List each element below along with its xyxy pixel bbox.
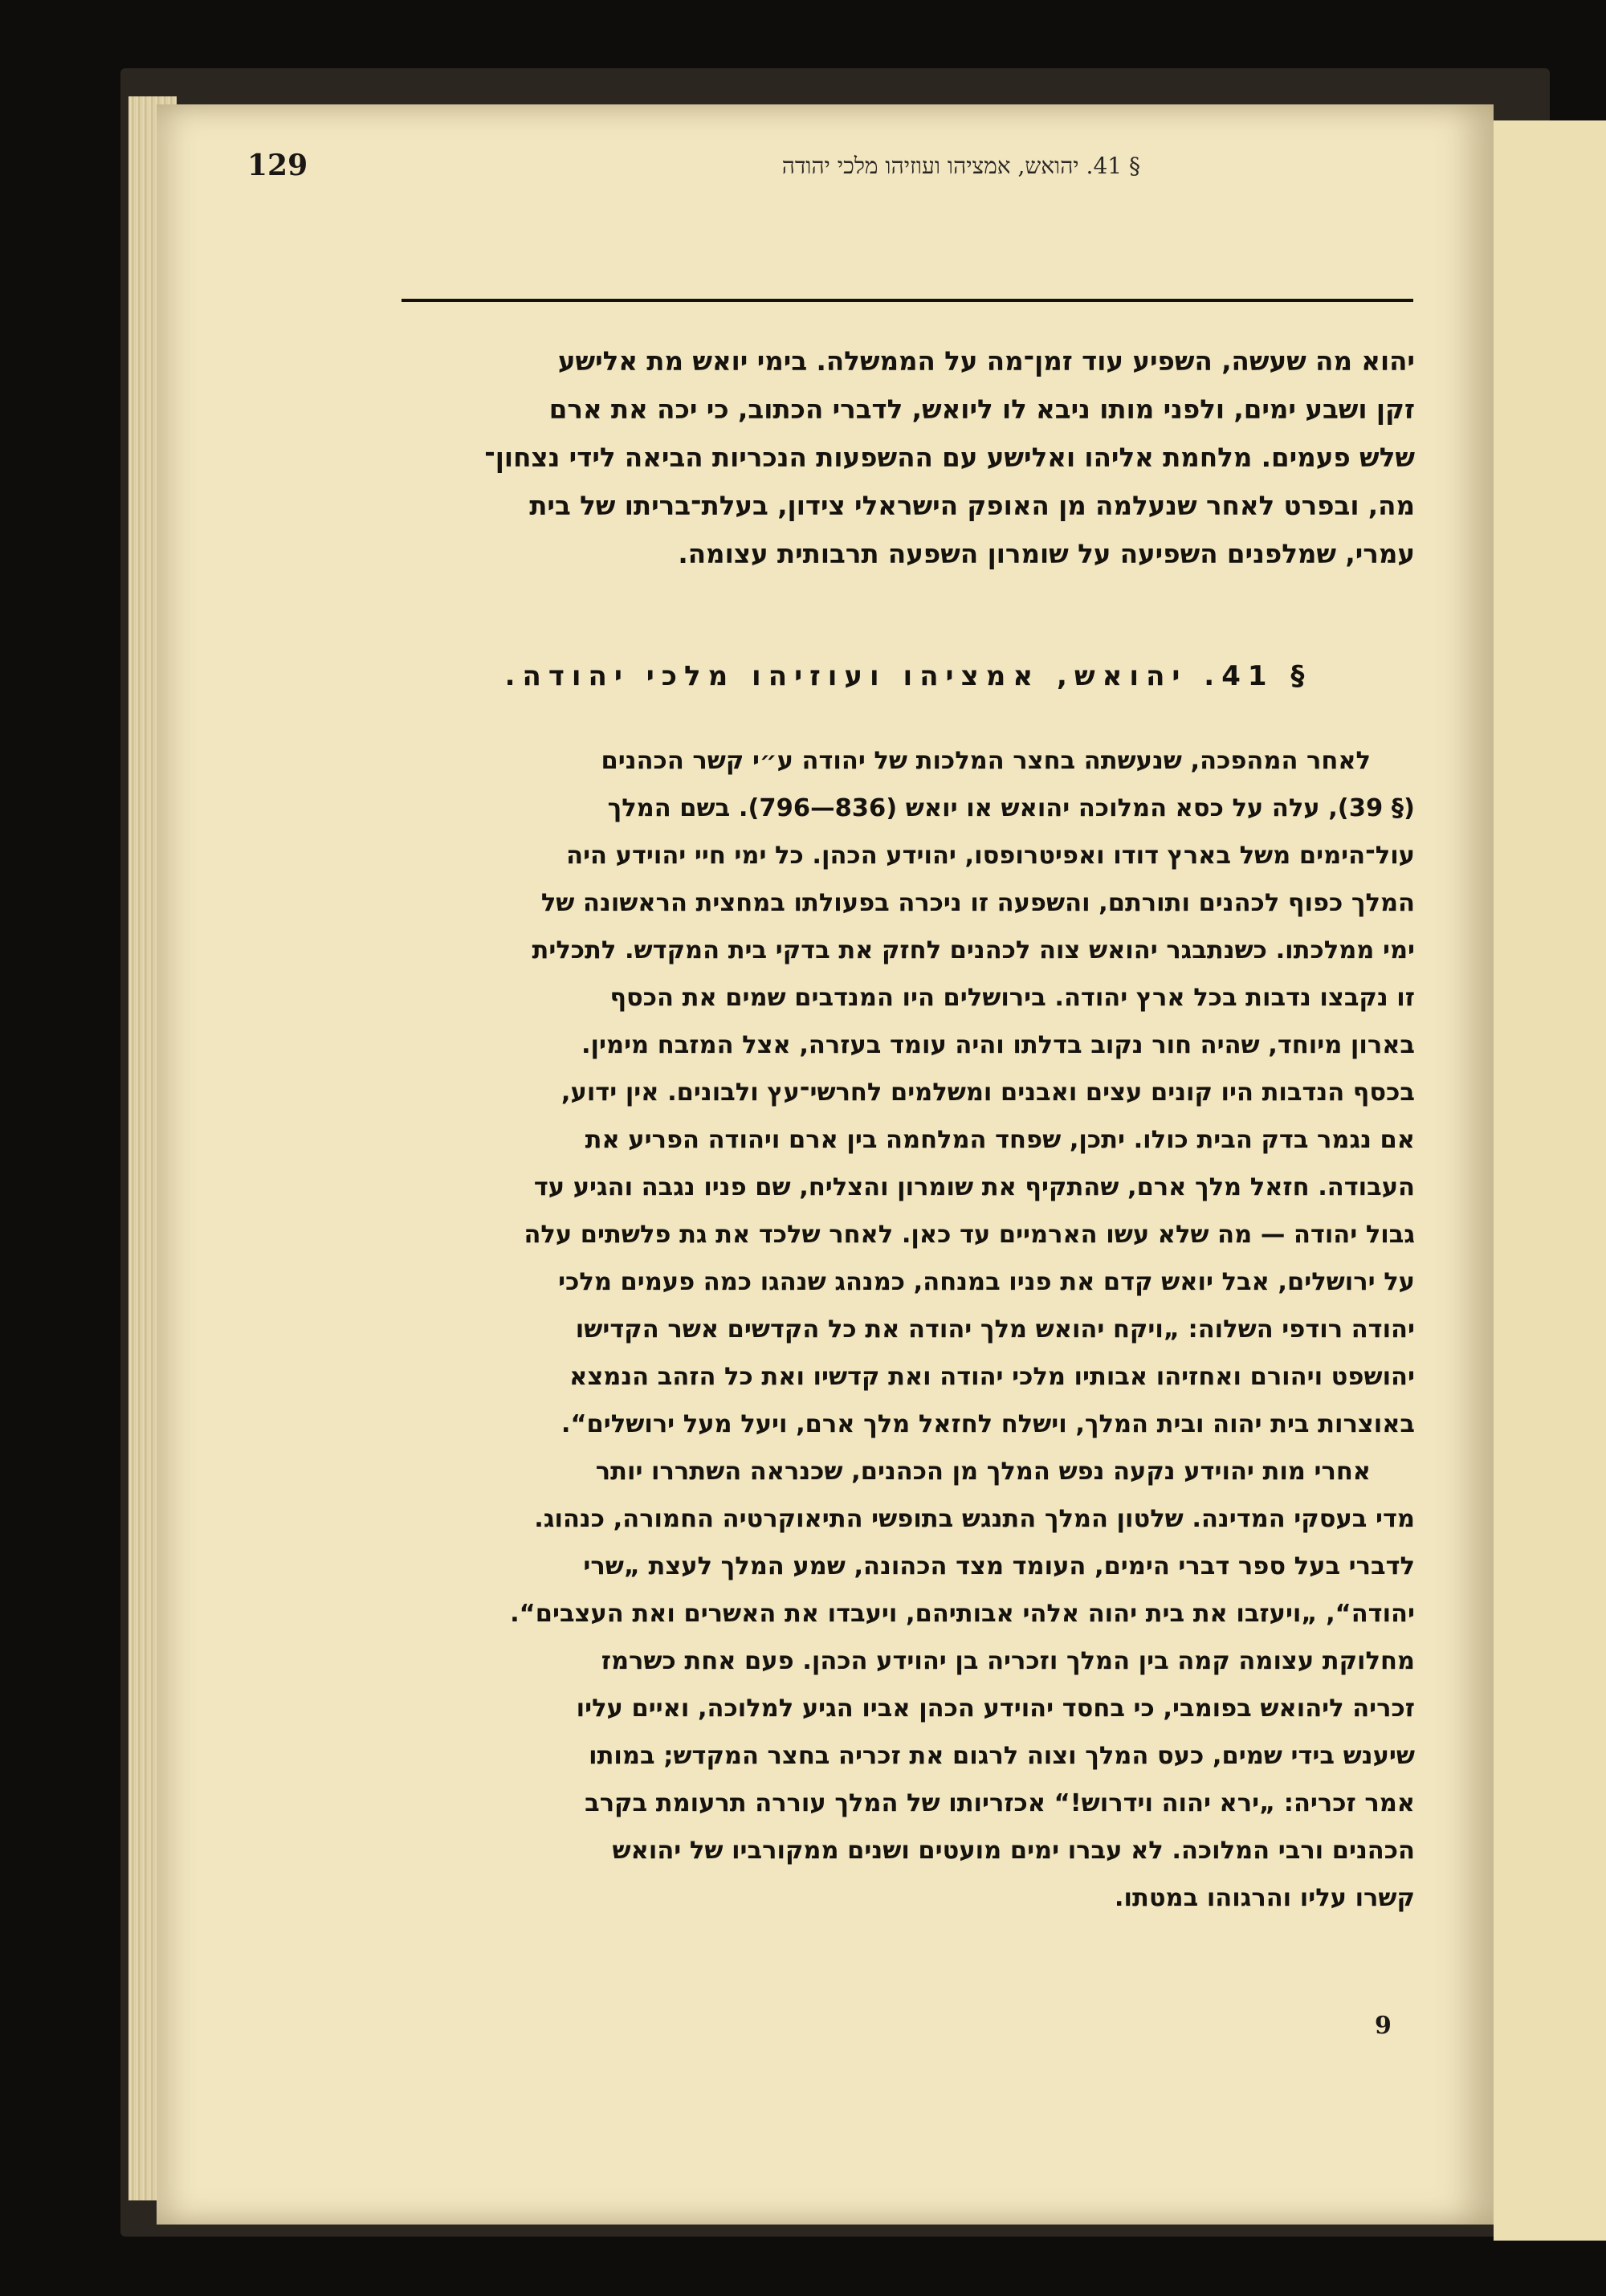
text-line: אמר זכריה: „ירא יהוה וידרוש!“ אכזריותו של המלך עוררה תרעומת בקרב bbox=[585, 1789, 1415, 1817]
text-line: על ירושלים, אבל יואש קדם את פניו במנחה, כמנהג שנהגו כמה פעמים מלכי bbox=[558, 1268, 1415, 1296]
text-line: מדי בעסקי המדינה. שלטון המלך התנגש בתופשי התיאוקרטיה החמורה, כנהוג. bbox=[534, 1505, 1415, 1533]
text-line: יהוא מה שעשה, השפיע עוד זמן־מה על הממשלה. בימי יואש מת אלישע bbox=[557, 346, 1415, 377]
text-line: יהודה“, „ויעזבו את בית יהוה אלהי אבותיהם, ויעבדו את האשרים ואת העצבים“. bbox=[510, 1600, 1415, 1628]
text-line: לדברי בעל ספר דברי הימים, העומד מצד הכהונה, שמע המלך לעצת „שרי bbox=[583, 1552, 1415, 1580]
text-line: הכהנים ורבי המלוכה. לא עברו ימים מועטים ושנים ממקורביו של יהואש bbox=[612, 1837, 1415, 1865]
text-line: העבודה. חזאל מלך ארם, שהתקיף את שומרון והצליח, שם פניו נגבה והגיע עד bbox=[533, 1173, 1415, 1201]
text-line: בארון מיוחד, שהיה חור נקוב בדלתו והיה עומד בעזרה, אצל המזבח מימין. bbox=[581, 1031, 1415, 1059]
text-line: זקן ושבע ימים, ולפני מותו ניבא לו ליואש, לדברי הכתוב, כי יכה את ארם bbox=[548, 394, 1415, 425]
text-line: אם נגמר בדק הבית כולו. יתכן, שפחד המלחמה בין ארם ויהודה הפריע את bbox=[585, 1126, 1415, 1154]
text-line: בכסף הנדבות היו קונים עצים ואבנים ומשלמים לחרשי־עץ ולבונים. אין ידוע, bbox=[560, 1079, 1415, 1107]
signature-mark: 9 bbox=[1375, 2012, 1392, 2040]
paragraph-2 bbox=[402, 737, 1415, 1922]
section-heading: § 41. יהואש, אמציהו ועוזיהו מלכי יהודה. bbox=[504, 660, 1312, 692]
running-head: § 41. יהואש, אמציהו ועוזיהו מלכי יהודה bbox=[781, 153, 1140, 179]
text-line: מחלוקת עצומה קמה בין המלך וזכריה בן יהוידע הכהן. פעם אחת כשרמז bbox=[601, 1647, 1415, 1675]
text-line: לאחר המהפכה, שנעשתה בחצר המלכות של יהודה ע״י קשר הכהנים bbox=[601, 747, 1371, 775]
text-line: המלך כפוף לכהנים ותורתם, והשפעה זו ניכרה בפעולתו במחצית הראשונה של bbox=[540, 889, 1415, 917]
text-line: יהושפט ויהורם ואחזיהו אבותיו מלכי יהודה ואת קדשיו ואת כל הזהב הנמצא bbox=[569, 1363, 1415, 1391]
text-line: קשרו עליו והרגוהו במטתו. bbox=[1114, 1884, 1415, 1912]
text-line: יהודה רודפי השלוה: „ויקח יהואש מלך יהודה את כל הקדשים אשר הקדישו bbox=[575, 1315, 1415, 1344]
text-line: מה, ובפרט לאחר שנעלמה מן האופק הישראלי צידון, בעלת־בריתו של בית bbox=[529, 491, 1415, 521]
text-line: עמרי, שמלפנים השפיעה על שומרון השפעה תרבותית עצומה. bbox=[678, 539, 1415, 569]
paragraph-1 bbox=[402, 337, 1415, 578]
text-line: שלש פעמים. מלחמת אליהו ואלישע עם ההשפעות הנכריות הביאה לידי נצחון־ bbox=[484, 442, 1415, 473]
text-line: באוצרות בית יהוה ובית המלך, וישלח לחזאל מלך ארם, ויעל מעל ירושלים“. bbox=[560, 1410, 1415, 1438]
text-line: (§ 39), עלה על כסא המלוכה יהואש או יואש (836—796). בשם המלך bbox=[607, 794, 1415, 822]
facing-page-edge bbox=[1494, 120, 1606, 2241]
text-line: שיענש בידי שמים, כעס המלך וצוה לרגום את זכריה בחצר המקדש; במותו bbox=[589, 1742, 1415, 1770]
header-rule bbox=[402, 299, 1413, 302]
text-line: עול־הימים משל בארץ דודו ואפיטרופסו, יהוידע הכהן. כל ימי חיי יהוידע היה bbox=[566, 842, 1415, 870]
text-line: זו נקבצו נדבות בכל ארץ יהודה. בירושלים היו המנדבים שמים את הכסף bbox=[609, 984, 1415, 1012]
text-line: זכריה ליהואש בפומבי, כי בחסד יהוידע הכהן אביו הגיע למלוכה, ואיים עליו bbox=[576, 1694, 1415, 1723]
text-line: אחרי מות יהוידע נקעה נפש המלך מן הכהנים, שכנראה השתררו יותר bbox=[595, 1458, 1371, 1486]
text-line: ימי ממלכתו. כשנתבגר יהואש צוה לכהנים לחזק את בדקי בית המקדש. לתכלית bbox=[532, 936, 1415, 964]
page-number: 129 bbox=[247, 149, 308, 182]
text-line: גבול יהודה — מה שלא עשו הארמיים עד כאן. לאחר שלכד את גת פלשתים עלה bbox=[524, 1221, 1415, 1249]
